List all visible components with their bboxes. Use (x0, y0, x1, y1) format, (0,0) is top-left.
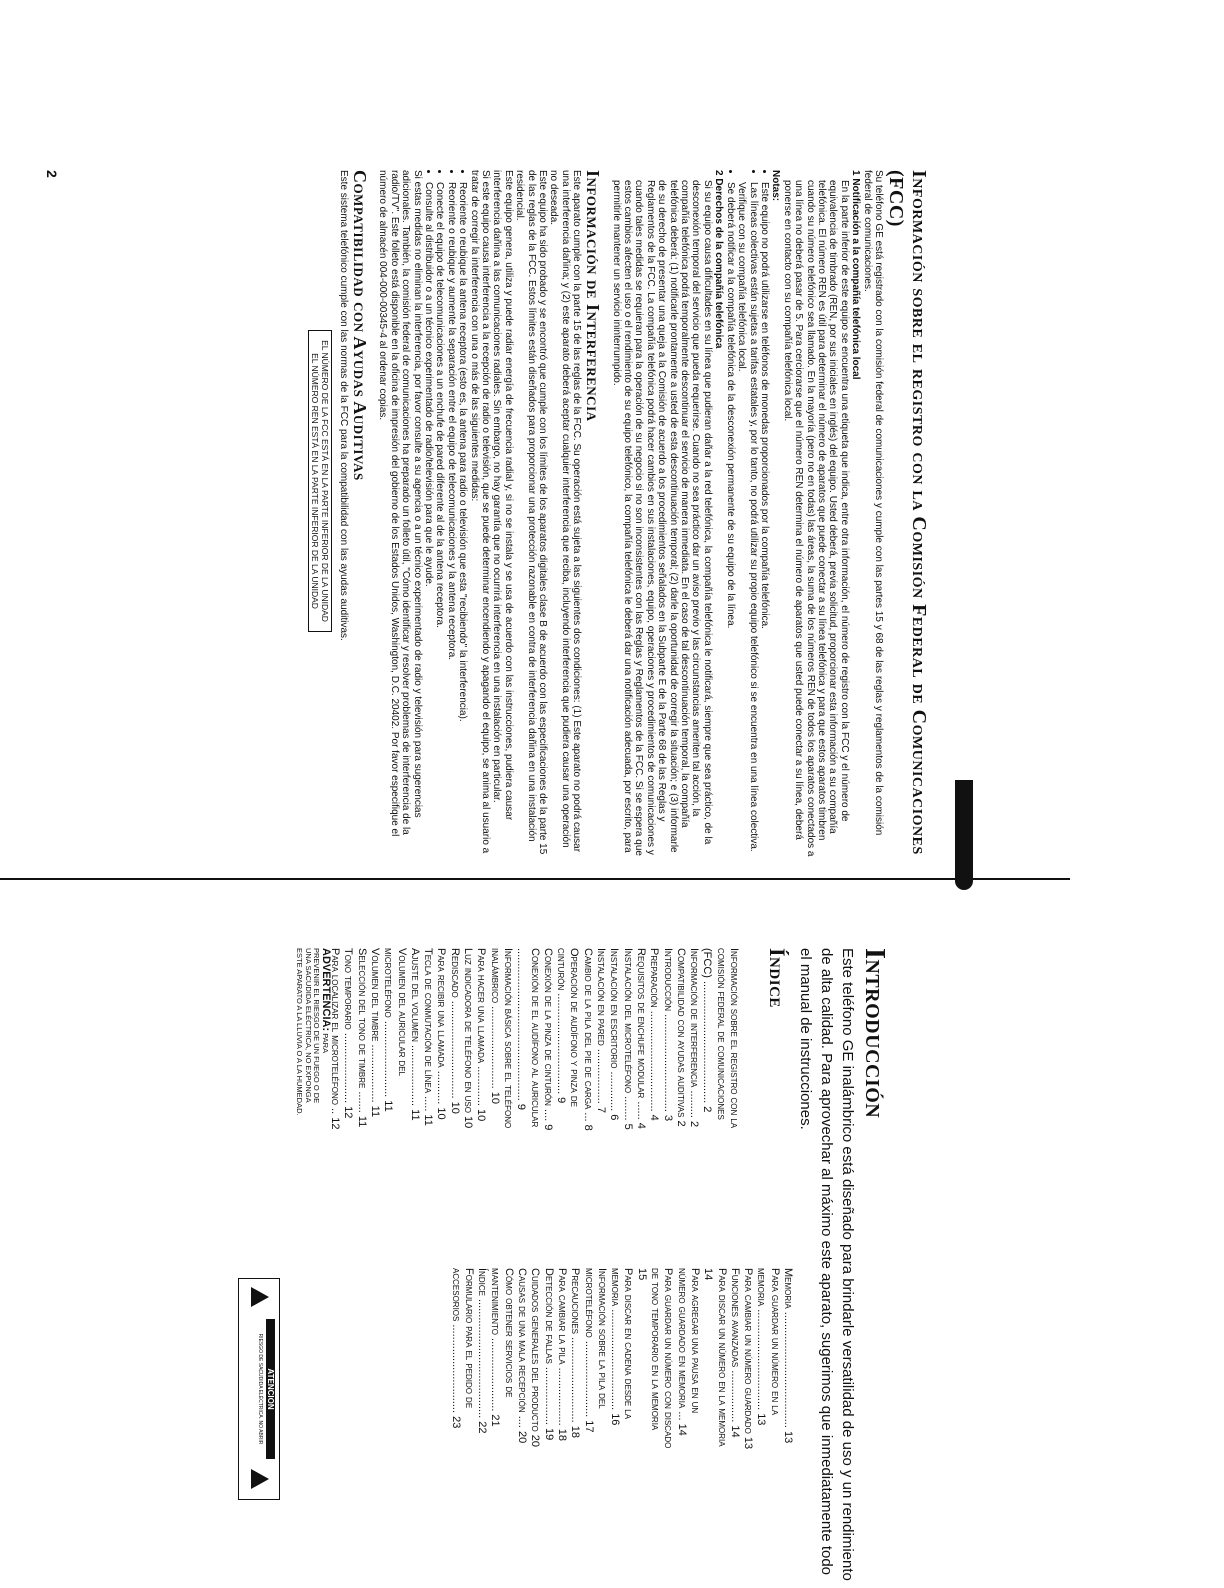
interf-list (423, 170, 469, 860)
page-fold-line (0, 878, 1070, 880)
nota-item: • Este equipo no podrá utilizarse en teléfonos de monedas proporcionados por la compañía telefónica. (759, 182, 770, 860)
toc-item[interactable]: Formulario para el pedido de (462, 1268, 475, 1409)
fcc-intro: Su teléfono GE está registrado con la comisión federal de comunicaciones y cumple con las partes 15 y 68 de las reglas y reglamentos de la comisión federal de comunicaciones. (861, 170, 884, 836)
warning-text: PREVENIR EL RIESGO DE UN FUEGO O DE (312, 948, 322, 1104)
warning-triangle-icon (251, 1287, 269, 1307)
toc-item[interactable]: Instalación en pared .................. 7 (595, 948, 608, 1114)
toc-item[interactable]: Información básica sobre el teléfono (501, 948, 514, 1129)
toc-item[interactable]: Volumen del timbre ................... 11 (368, 948, 381, 1118)
toc-item[interactable]: Instalación en escritorio ............. 6 (608, 948, 621, 1121)
toc-item[interactable]: Para cambiar un número guardado 13 (742, 1268, 755, 1450)
toc-item[interactable]: Ajuste del volumen .................... 11 (408, 948, 421, 1121)
toc-item[interactable]: Para hacer una llamada ............. 10 (475, 948, 488, 1122)
toc-item[interactable]: Conexión de el audífono al auricular (528, 948, 541, 1128)
warning-text: PARA (321, 1033, 330, 1054)
interf-bullet: • Reoriente o reubique y aumente la separación entre el equipo de telecomunicaciones y la antena receptora. (445, 182, 456, 860)
toc-item[interactable]: Para discar un número en la memoria (715, 1268, 728, 1447)
toc-item[interactable]: Información de interferencia ......... 2 (688, 948, 701, 1128)
toc-item[interactable]: Para cambiar la pila ................... 18 (555, 1268, 568, 1441)
toc-item[interactable]: Información sobre el registro con la (728, 948, 740, 1129)
interf-bullet: • Reoriente o reubique la antena receptora (esto es, la antena para radio o televisión que esta "recibiendo" la interferencia). (457, 182, 468, 860)
toc-item[interactable]: 15 (635, 1268, 648, 1281)
toc-item[interactable]: Requisitos de enchufe modular ...... 4 (634, 948, 647, 1129)
toc-item[interactable]: Conexión de la pinza de cinturón .... 9 (541, 948, 554, 1131)
toc-item[interactable]: número guardado en memoria ... 14 (675, 1268, 688, 1436)
toc-item[interactable]: .................................................. 9 (515, 948, 528, 1110)
toc-item[interactable]: microteléfono ......................... 17 (582, 1268, 595, 1433)
toc-item[interactable]: de tono temporario en la memoria (649, 1268, 662, 1431)
caution-label-box (238, 1278, 280, 1500)
ren-notice-box (308, 330, 332, 632)
intro-title: Introducción (859, 948, 890, 1119)
toc-item[interactable]: Cómo obtener servicios de (502, 1268, 515, 1398)
toc-item[interactable]: Para agregar una pausa en un (688, 1268, 701, 1414)
toc-item[interactable]: Selección del tono de timbre ....... 11 (355, 948, 368, 1128)
nota-item: • Se deberá notificar a la compañía telefónica de la desconexión permanente de su equipo de la línea. (724, 182, 735, 860)
atencion-label: ATENCION (266, 1319, 275, 1459)
warning-text: ESTE APARATO A LA LLUVIA O A LA HUMEDAD. (295, 948, 305, 1116)
left-page (30, 170, 930, 860)
indice-title: Índice (765, 948, 790, 1008)
interf-bullet: • Conecte el equipo de telecomunicaciones a un enchufe de pared diferente al de la antena receptora. (434, 182, 445, 860)
ren-line: EL NÚMERO REN ESTÁ EN LA PARTE INFERIOR DE LA UNIDAD (309, 353, 320, 609)
toc-item[interactable]: Información sobre la pila del (595, 1268, 608, 1409)
interf-text: Este equipo ha sido probado y se encontró que cumple con los límites de los aparatos digitales clase B de acuerdo con las especificaciones de la parte 15 de las reglas de la FCC. Estos límites están diseñados para proporcionar una protección razonable en contra de interferencia dañina en una instalación residencial. (514, 170, 549, 855)
toc-item[interactable]: cinturón ................................. 9 (555, 948, 568, 1104)
interf-text: Si este equipo causa interferencia a la recepción de radio o televisión, que se puede determinar encendiendo y apagando el equipo, se anima al usuario a tratar de corregir la interferencia con una o más de las siguientes medidas: (468, 170, 491, 854)
toc-item[interactable]: Para guardar un número con discado (662, 1268, 675, 1449)
interf-title: Información de Interferencia (583, 170, 604, 422)
atencion-sub: RIESGO DE SACUDIDA ELÉCTRICA. NO ABRIR (257, 1333, 263, 1445)
notas-label: Notas: (770, 170, 782, 202)
toc-item[interactable]: Precauciones ............................ 18 (569, 1268, 582, 1438)
fcc-title: Información sobre el registro con la Comisión Federal de Comunicaciones (FCC) (885, 170, 930, 855)
toc-item[interactable]: (FCC) ........................................ 2 (701, 948, 714, 1113)
toc-item[interactable]: Cuidados generales del producto 20 (529, 1268, 542, 1447)
notif-text: En la parte inferior de este equipo se encuentra una etiqueta que indica, entre otra información, el número de registro con la FCC y el número de equivalencia de timbrado (REN, por sus iniciales en inglés) del equipo. Usted deberá, previa solicitud, proporcionar esta información a su compañía telefónica. El número REN es útil para determinar el número de aparatos que puede conectar a su línea telefónica y para que estos aparatos timbren cuando su número telefónico sea llamado. En la mayoría (pero no en todas) las áreas, la suma de los números REN de todos los aparatos conectados a una línea no deberá pasar de 5. Para cerciorarse que el número REN determina el número de aparatos que usted puede conectar a su línea, deberá ponerse en contacto con su compañía telefónica local. (781, 180, 850, 857)
derechos-text: Si su equipo causa dificultades en su línea que pudieran dañar a la red telefónica, la compañía telefónica le notificará, siempre que sea práctico, de la desconexión temporal del servicio que pueda requerirse. Cuando no sea práctico dar un aviso previo y las circunstancias ameriten tal acción, la compañía telefónica podrá temporalmente descontinuar el servicio de manera inmediata. En el caso de tal descontinuación temporal, la compañía telefónica deberá: (1) notificarle prontamente a usted de esta descontinuación temporal; (2) darle la oportunidad de corregir la situación; e (3) informarle de su derecho de presentar una queja a la Comisión de acuerdo a los procedimientos señalados en la Subparte E de la Parte 68 de las Reglas y Reglamentos de la FCC. La compañía telefónica podrá hacer cambios en sus instalaciones, equipo, operaciones y procedimientos de comunicaciones y cuando tales medidas se requieran para la operación de su negocio si no son inconsistentes con las Reglas y Reglamentos de la FCC. Si se espera que estos cambios afecten el uso o el rendimiento de su equipo telefónico, la compañía telefónica le deberá dar una notificación adecuada, por escrito, para permitirle mantener un servicio ininterrumpido. (610, 180, 713, 856)
interf-text: Este equipo genera, utiliza y puede radiar energía de frecuencia radial y, si no se instala y se usa de acuerdo con las instrucciones, pudiera causar interferencia dañina a las comunicaciones radiales. Sin embargo, no hay garantía que no ocurrirá interferencia en una instalación en particular. (491, 170, 514, 821)
toc-item[interactable]: Preparación ................................. 4 (648, 948, 661, 1121)
toc-item[interactable]: memoria ................................. 13 (755, 1268, 768, 1426)
toc-item[interactable]: mantenimiento ........................ 21 (489, 1268, 502, 1427)
interf-text: Este aparato cumple con la parte 15 de las reglas de la FCC. Su operación está sujeta a las siguientes dos condiciones: (1) Este aparato no podrá causar una interferencia dañina; y (2) este aparato deberá aceptar cualquier interferencia que reciba, incluyendo interferencia que pudiera causar una operación no deseada. (548, 170, 583, 853)
ayudas-title: Compatibilidad con Ayudas Auditivas (349, 170, 370, 481)
toc-item[interactable]: Para recibir una llamada ........... 10 (435, 948, 448, 1120)
derechos-heading: 2 Derechos de la compañía telefónica (713, 170, 725, 349)
toc-item[interactable]: Para localizar el microteléfono .. 12 (329, 948, 342, 1130)
toc-item[interactable]: Luz indicadora de teléfono en uso 10 (462, 948, 475, 1129)
right-page (0, 948, 890, 1588)
toc-item[interactable]: Memoria ...................................... 13 (782, 1268, 794, 1444)
toc-item[interactable]: Índice ....................................... 22 (476, 1268, 489, 1434)
toc-item[interactable]: Volumen del auricular del (395, 948, 408, 1077)
toc-item[interactable]: inalámbrico ........................... 10 (488, 948, 501, 1104)
toc-item[interactable]: Compatibilidad con ayudas auditivas 2 (674, 948, 687, 1127)
intro-text: Este teléfono GE inalámbrico está diseñado para brindarle versatilidad de uso y un rendimiento de alta calidad. Para aprovechar al máximo este aparato, sugerimos que inmediatamente todo el manual de instrucciones. (797, 948, 856, 1581)
page-number: 2 (44, 170, 60, 178)
toc-item[interactable]: Funciones avanzadas ................. 14 (728, 1268, 741, 1438)
interf-bullet: • Consulte al distribuidor o a un técnico experimentado de radio/televisión para que le ayude. (423, 182, 434, 860)
warning-label: ADVERTENCIA: (320, 948, 332, 1032)
warning-triangle-icon (251, 1469, 269, 1489)
toc-item[interactable]: Cambio de la pila del pie de carga ... 8 (581, 948, 594, 1131)
toc-column-2 (448, 1268, 794, 1568)
toc-item[interactable]: Introducción ................................ 3 (661, 948, 674, 1122)
ren-line: EL NÚMERO DE LA FCC ESTÁ EN LA PARTE INFERIOR DE LA UNIDAD (319, 340, 330, 622)
toc-item[interactable]: 14 (702, 1268, 715, 1281)
toc-item[interactable]: Rediscado ................................ 10 (448, 948, 461, 1114)
toc-item[interactable]: Instalación del microteléfono ........ 5 (621, 948, 634, 1130)
toc-item[interactable]: microteléfono ......................... 11 (382, 948, 395, 1112)
interf-text: Si estas medidas no eliminan la interferencia, por favor consulte a su agencia o a un técnico experimentado de radio y televisión para sugerencias adicionales. También, la comisión federal de comunicaciones ha preparado un folleto útil, "Cómo identificar y resolver problemas de interferencia de la radio/TV". Este folleto está disponible en la oficina de impresión del gobierno de los Estados Unidos, Washington, D.C. 20402. Por favor especifique el número de almacén 004-000-00345-4 al ordenar copias. (377, 170, 423, 837)
ayudas-text: Este sistema telefónico cumple con las normas de la FCC para la compatibilidad con las ayudas auditivas. (337, 170, 349, 641)
toc-item[interactable]: Para guardar un número en la (768, 1268, 781, 1416)
nota-item: • Las líneas colectivas están sujetas a tarifas estatales y, por lo tanto, no podrá utilizar su propio equipo telefónico si se encuentra en una línea colectiva. Verifique con su compañía telefónica local. (736, 182, 759, 860)
warning-note (295, 948, 330, 1168)
toc-item[interactable]: Para discar en cadena desde la (622, 1268, 635, 1420)
notif-heading: 1 Notificación a la compañía telefónica local (850, 170, 862, 380)
notas-list (724, 170, 770, 860)
toc-item[interactable]: Detección de fallas ................... 19 (542, 1268, 555, 1441)
toc-item[interactable]: Tono temporario ....................... 12 (342, 948, 355, 1119)
toc-item[interactable]: Operación de audífono y pinza de (568, 948, 581, 1107)
toc-column-1 (328, 948, 740, 1238)
binding-shadow (955, 780, 973, 890)
toc-item[interactable]: memoria ................................. 16 (609, 1268, 622, 1426)
toc-item[interactable]: comisión federal de comunicaciones (714, 948, 727, 1120)
toc-item[interactable]: accesorios ............................. 23 (449, 1268, 462, 1429)
warning-text: UNA SACUDIDA ELÉCTRICA, NO EXPONGA (304, 948, 313, 1103)
toc-item[interactable]: Causas de una mala recepción .... 20 (516, 1268, 529, 1444)
toc-item[interactable]: Tecla de conmutación de línea ..... 11 (422, 948, 435, 1126)
